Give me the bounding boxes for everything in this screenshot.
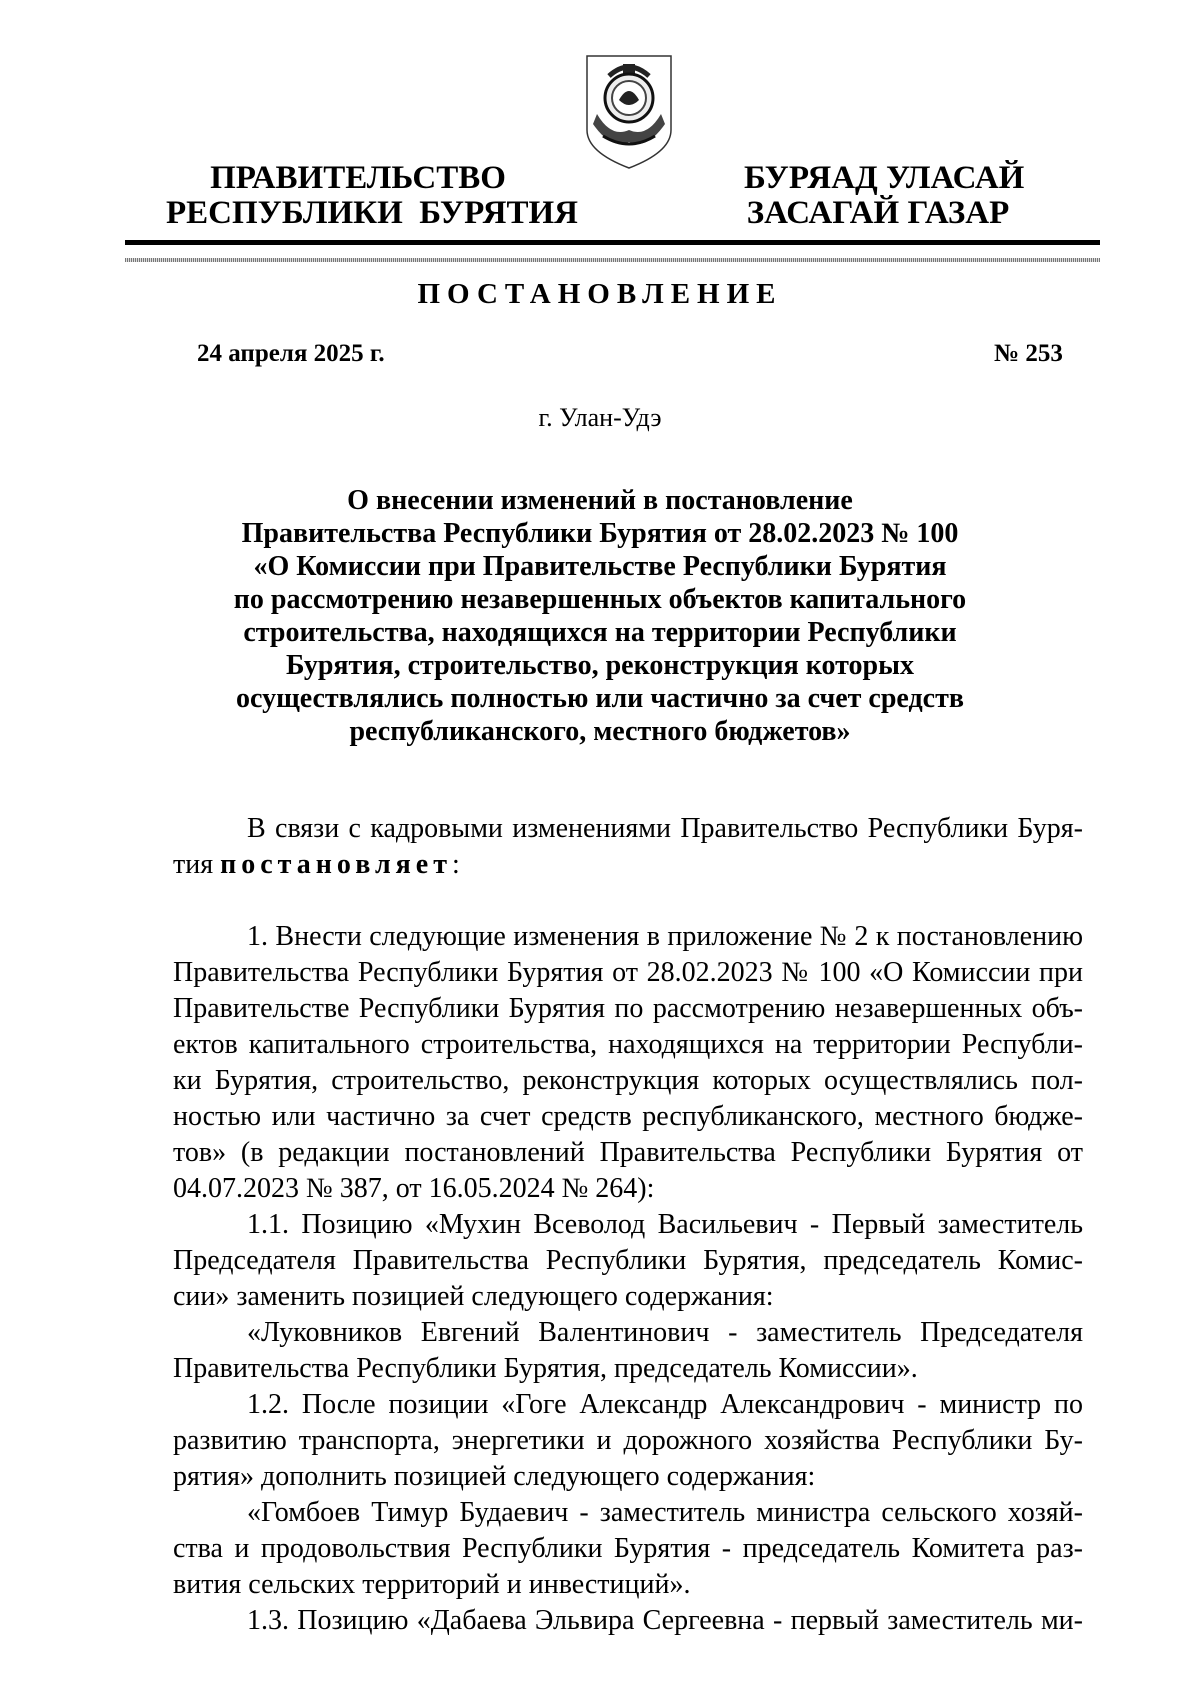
body-line: тов» (в редакции постановлений Правительства Республики Бурятия от	[173, 1137, 1083, 1168]
body-line: 04.07.2023 № 387, от 16.05.2024 № 264):	[173, 1173, 655, 1204]
preamble-text: В связи с кадровыми изменениями Правительство Республики Буря-	[247, 813, 1083, 844]
government-name-buryat	[744, 160, 1025, 231]
preamble-line	[173, 847, 1083, 883]
body-line: Правительства Республики Бурятия от 28.02.2023 № 100 «О Комиссии при	[173, 957, 1083, 988]
org-right-line1: БУРЯАД УЛАСАЙ	[744, 160, 1025, 196]
title-line: республиканского, местного бюджетов»	[349, 716, 851, 747]
body-line: сии» заменить позицией следующего содержания:	[173, 1281, 774, 1312]
body-line: рятия» дополнить позицией следующего содержания:	[173, 1461, 816, 1492]
title-line: по рассмотрению незавершенных объектов капитального	[233, 584, 967, 615]
body-line: 1.2. После позиции «Гоге Александр Александрович - министр по	[247, 1389, 1083, 1420]
body-line: «Гомбоев Тимур Будаевич - заместитель министра сельского хозяй-	[247, 1497, 1083, 1528]
paragraph-gap	[173, 883, 1083, 919]
org-left-line1: ПРАВИТЕЛЬСТВО	[210, 160, 506, 196]
coat-of-arms-icon	[581, 52, 677, 172]
body-line: вития сельских территорий и инвестиций».	[173, 1569, 691, 1600]
body-line: развитию транспорта, энергетики и дорожного хозяйства Республики Бу-	[173, 1425, 1083, 1456]
body-line: «Луковников Евгений Валентинович - заместитель Председателя	[247, 1317, 1083, 1348]
body-line: ки Бурятия, строительство, реконструкция которых осуществлялись пол-	[173, 1065, 1083, 1096]
title-line: Бурятия, строительство, реконструкция которых	[286, 650, 914, 681]
body-line: ства и продовольствия Республики Бурятия - председатель Комитета раз-	[173, 1533, 1083, 1564]
org-left-line2: РЕСПУБЛИКИ БУРЯТИЯ	[166, 195, 578, 231]
header-divider-thin	[125, 258, 1100, 262]
org-right-line2: ЗАСАГАЙ ГАЗАР	[746, 195, 1010, 231]
preamble-text: тия	[173, 849, 221, 880]
body-line: Правительства Республики Бурятия, председатель Комиссии».	[173, 1353, 918, 1384]
title-line: строительства, находящихся на территории Республики	[243, 617, 957, 648]
header-divider-thick	[125, 240, 1100, 245]
document-number: № 253	[994, 340, 1063, 367]
title-line: Правительства Республики Бурятия от 28.02.2023 № 100	[241, 518, 959, 549]
government-name-russian	[166, 160, 578, 231]
document-body	[173, 811, 1083, 1639]
body-line: 1.3. Позицию «Дабаева Эльвира Сергеевна - первый заместитель ми-	[247, 1605, 1083, 1636]
body-line: 1. Внести следующие изменения в приложение № 2 к постановлению	[247, 921, 1083, 952]
document-date: 24 апреля 2025 г.	[197, 340, 385, 367]
body-line: ектов капитального строительства, находящихся на территории Республи-	[173, 1029, 1083, 1060]
body-line: Правительстве Республики Бурятия по рассмотрению незавершенных объ-	[173, 993, 1083, 1024]
document-type: ПОСТАНОВЛЕНИЕ	[417, 278, 783, 310]
decree-word: постановляет	[220, 849, 452, 880]
title-line: О внесении изменений в постановление	[347, 485, 853, 516]
body-line: Председателя Правительства Республики Бурятия, председатель Комис-	[173, 1245, 1083, 1276]
body-line: 1.1. Позицию «Мухин Всеволод Васильевич - Первый заместитель	[247, 1209, 1083, 1240]
title-line: «О Комиссии при Правительстве Республики Бурятия	[253, 551, 947, 582]
title-line: осуществлялись полностью или частично за счет средств	[236, 683, 964, 714]
document-title	[170, 484, 1030, 748]
body-paragraphs	[173, 919, 1083, 1639]
preamble-line	[173, 811, 1083, 847]
body-line: ностью или частично за счет средств республиканского, местного бюдже-	[173, 1101, 1083, 1132]
preamble-text: :	[452, 849, 460, 880]
document-city: г. Улан-Удэ	[538, 403, 662, 432]
